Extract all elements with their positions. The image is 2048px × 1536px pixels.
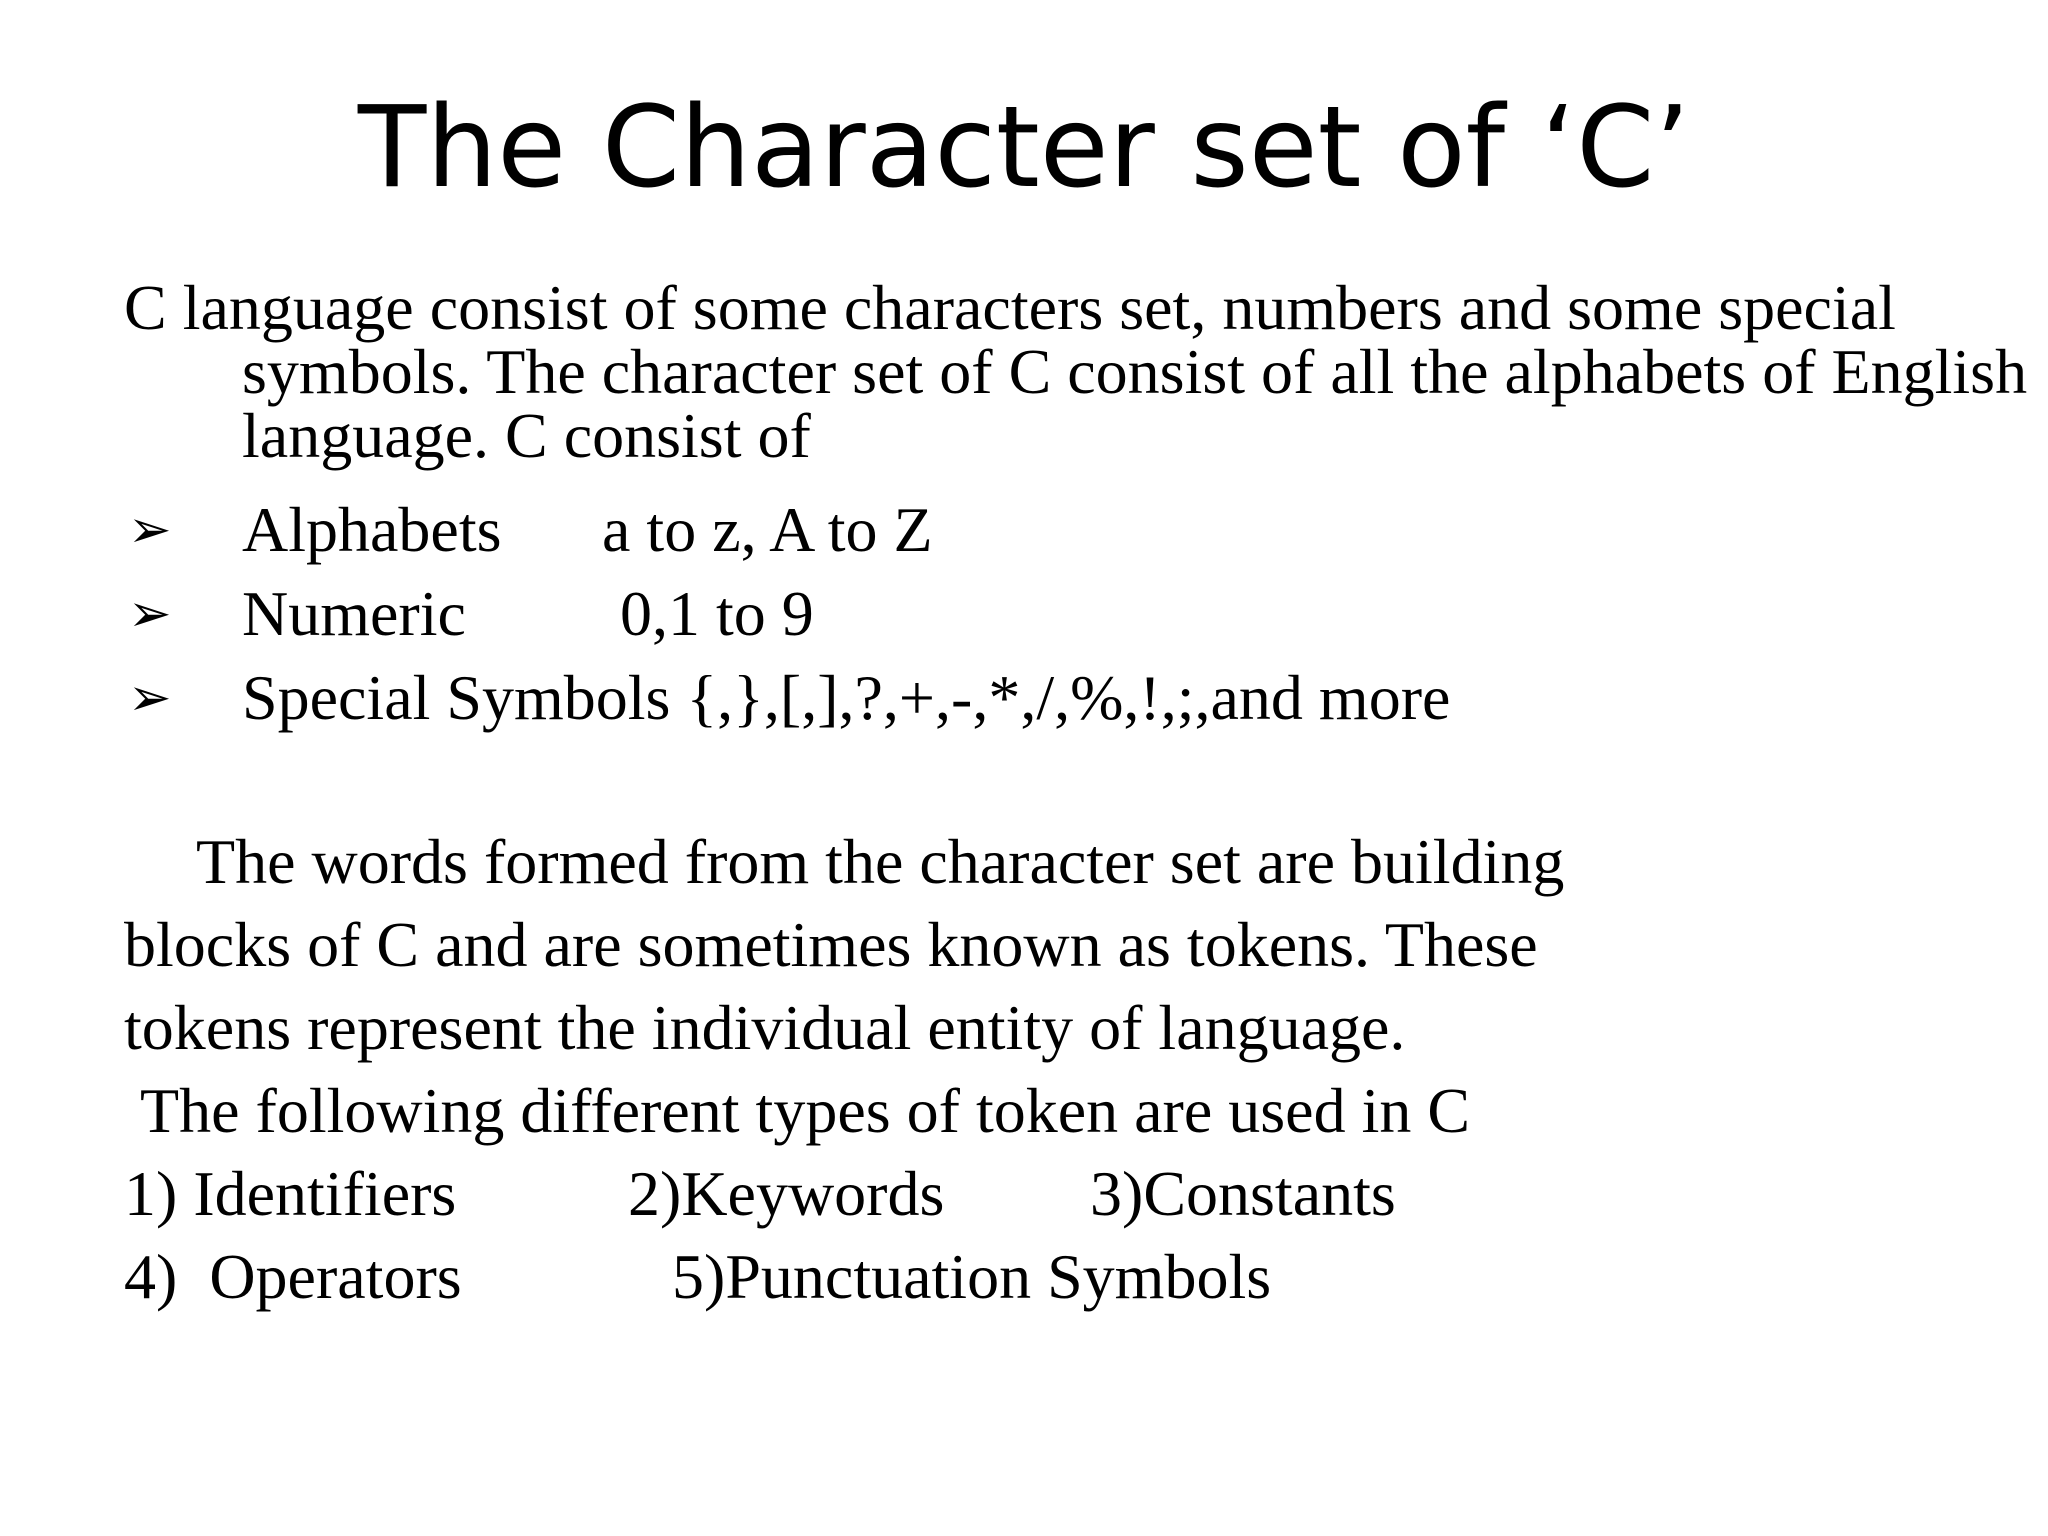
intro-paragraph: C language consist of some characters set, numbers and some special symbols. The character set of C consist of all the alphabets of English language. C consist of — [124, 272, 2028, 471]
bullet-term: Special Symbols — [242, 662, 671, 733]
list-item-numeric — [124, 572, 1450, 656]
tokens-paragraph — [124, 820, 1924, 1152]
token-types-list — [124, 1152, 1396, 1318]
bullet-term: Alphabets — [242, 494, 502, 565]
list-item-special-symbols — [124, 656, 1450, 740]
paragraph-line: tokens represent the individual entity of language. — [124, 992, 1406, 1063]
token-type-keywords: 2)Keywords — [628, 1158, 945, 1229]
token-type-punctuation: 5)Punctuation Symbols — [672, 1241, 1272, 1312]
list-item-alphabets — [124, 488, 1450, 572]
character-set-list — [124, 488, 1450, 740]
paragraph-line: blocks of C and are sometimes known as tokens. These — [124, 909, 1538, 980]
bullet-term: Numeric — [242, 578, 466, 649]
paragraph-line: The words formed from the character set are building — [196, 826, 1565, 897]
token-row — [124, 1152, 1396, 1235]
arrow-bullet-icon: ➢ — [128, 500, 172, 560]
token-type-identifiers: 1) Identifiers — [124, 1158, 457, 1229]
slide-title: The Character set of ‘C’ — [357, 83, 1691, 213]
bullet-value: a to z, A to Z — [602, 494, 933, 565]
token-type-operators: 4) Operators — [124, 1241, 462, 1312]
token-row — [124, 1235, 1396, 1318]
paragraph-line: The following different types of token are used in C — [140, 1075, 1471, 1146]
bullet-value: {,},[,],?,+,-,*,/,%,!,;,and more — [686, 662, 1451, 733]
token-type-constants: 3)Constants — [1090, 1158, 1396, 1229]
bullet-value: 0,1 to 9 — [620, 578, 814, 649]
arrow-bullet-icon: ➢ — [128, 584, 172, 644]
arrow-bullet-icon: ➢ — [128, 668, 172, 728]
